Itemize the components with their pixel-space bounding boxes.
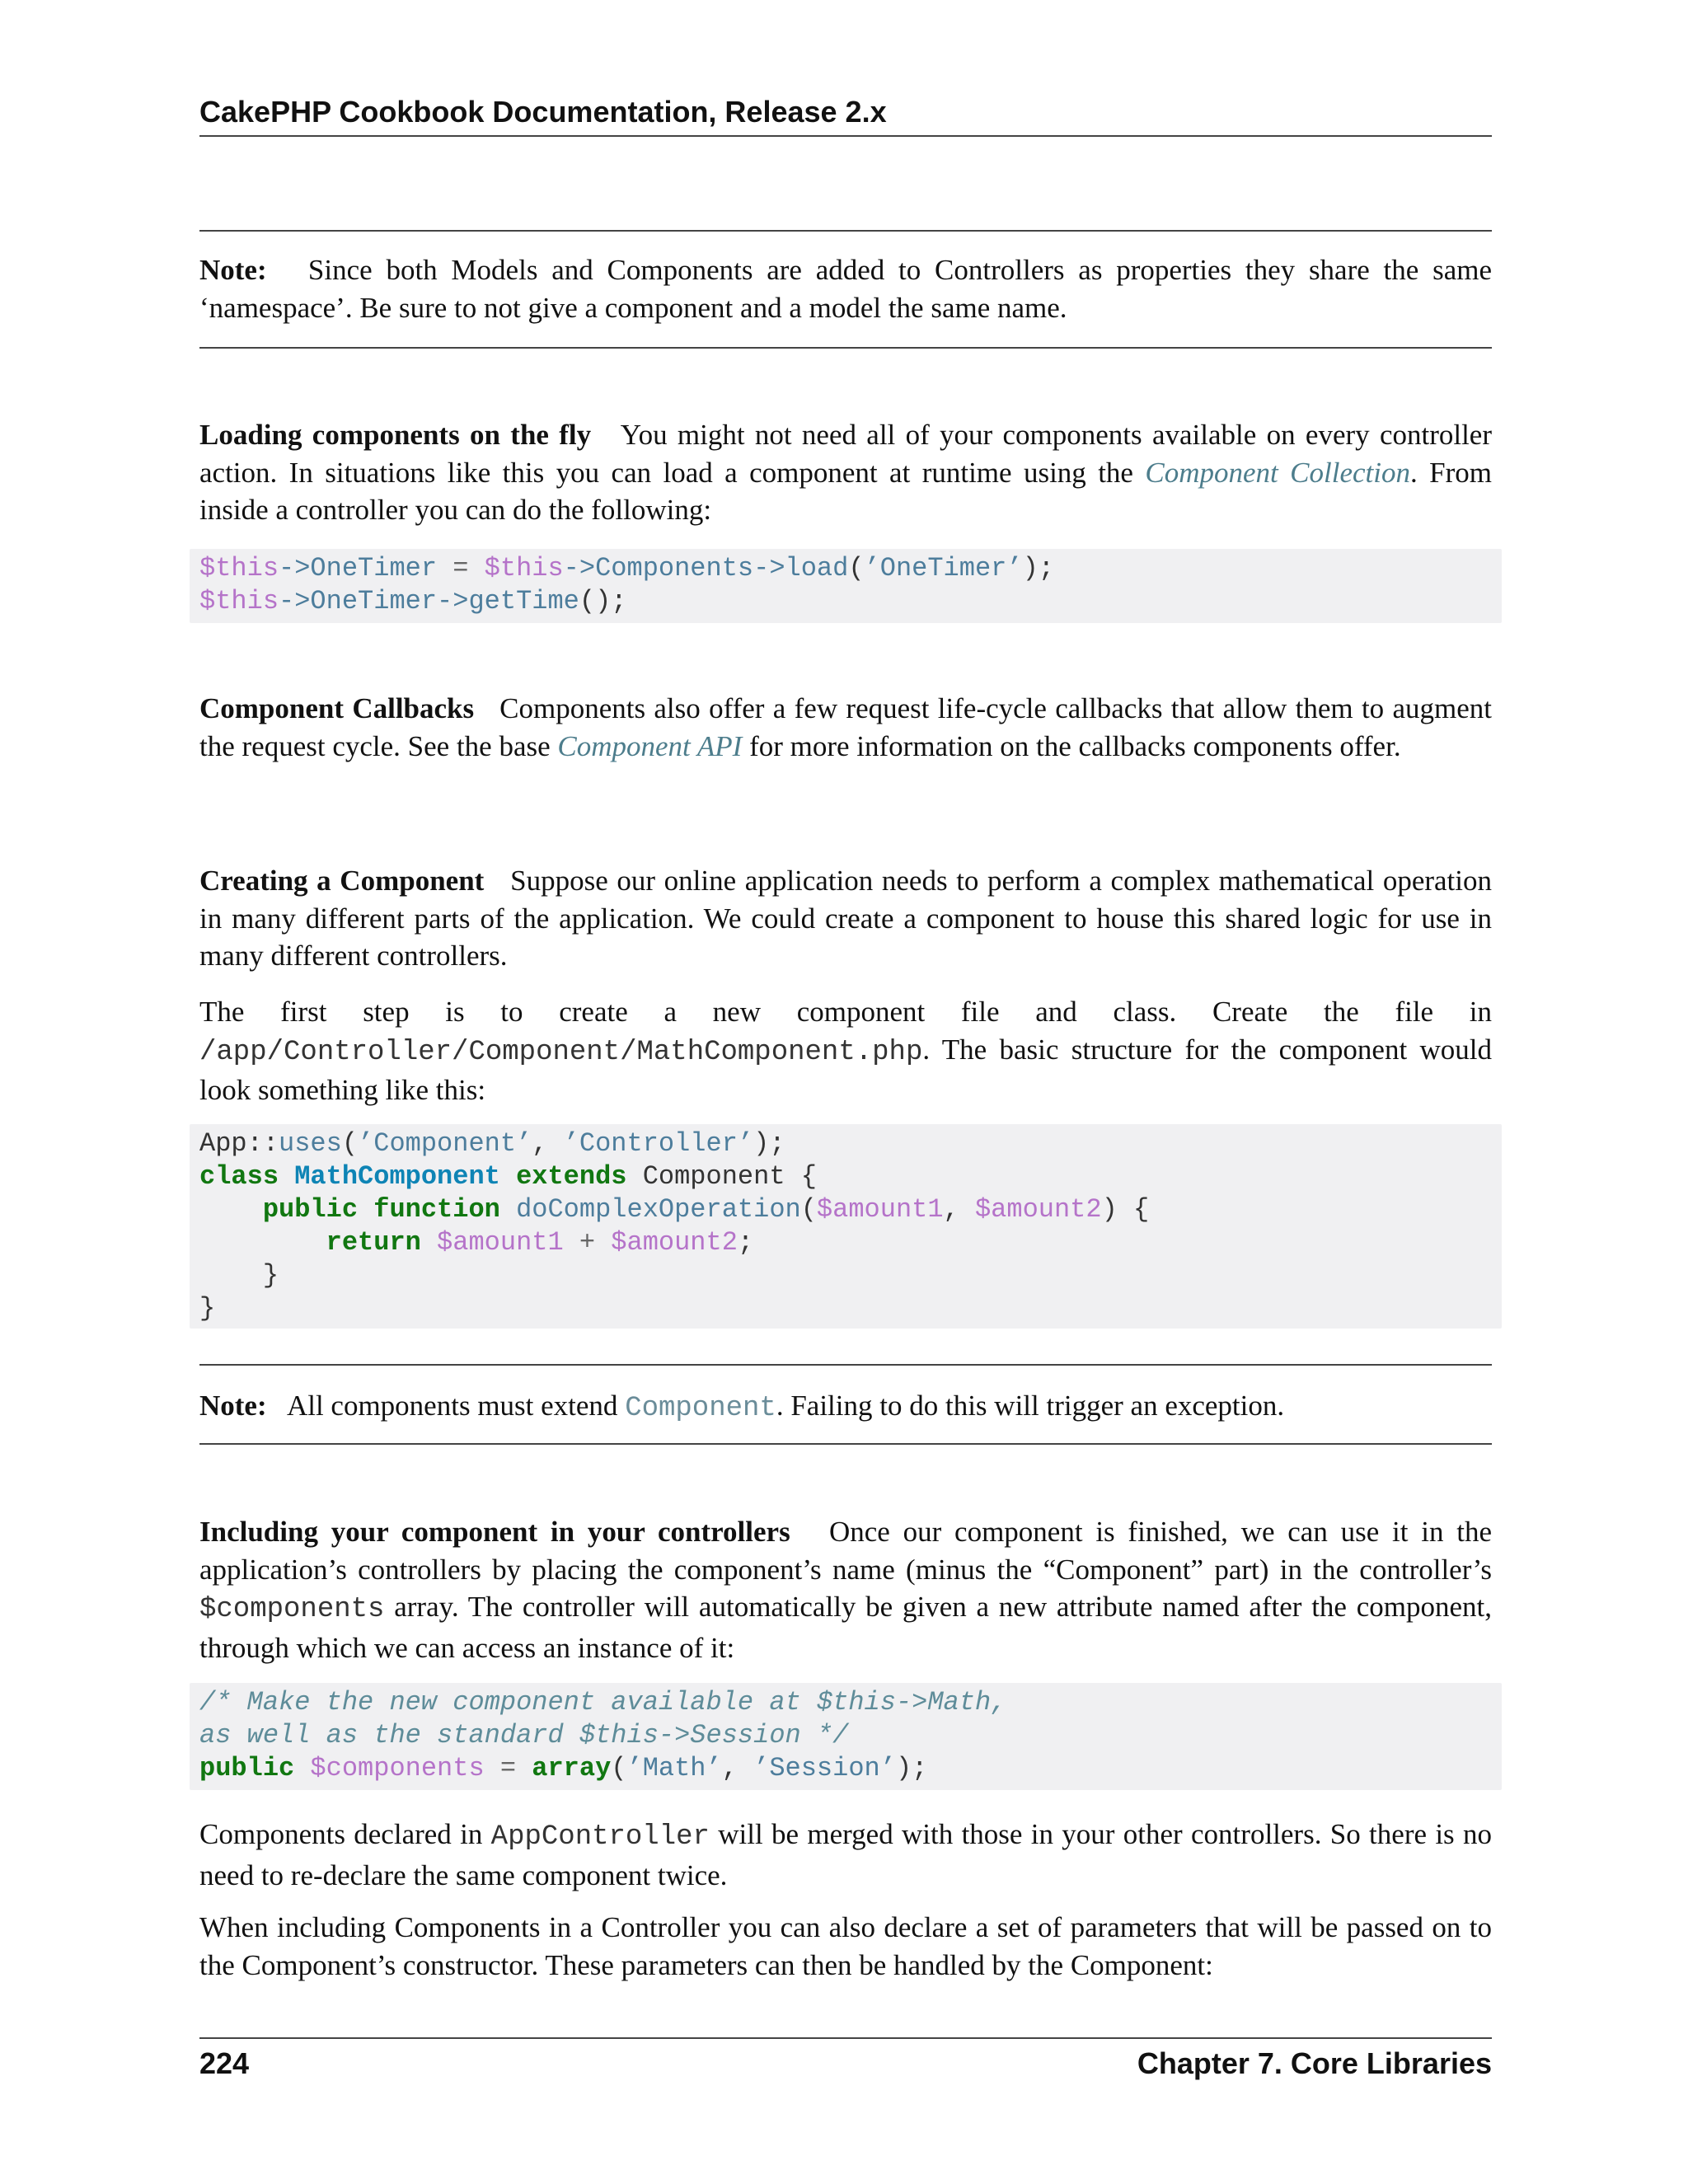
note-text: All components must extend: [286, 1390, 618, 1422]
code-token: ) {: [1101, 1194, 1150, 1225]
chapter-title: Chapter 7. Core Libraries: [1137, 2046, 1492, 2080]
code-token: class: [199, 1161, 279, 1192]
loading-section: [199, 416, 1492, 529]
page-number: 224: [199, 2046, 250, 2080]
paragraph-text: Once our component is finished, we can use it in the application’s controllers by placing the component’s name (minus the “Component” part) in the controller’s: [199, 1516, 1492, 1586]
note-text: . Failing to do this will trigger an exception.: [776, 1390, 1285, 1422]
code-token: ,: [943, 1194, 975, 1225]
code-token: $components: [310, 1753, 485, 1783]
code-token: $this: [199, 586, 279, 616]
paragraph-text: Components also offer a few request life-cycle callbacks that allow them to augment the request cycle. See the base: [199, 692, 1493, 762]
code-block: [190, 1124, 1502, 1329]
code-token: App::: [199, 1128, 279, 1159]
code-token: extends: [516, 1161, 627, 1192]
note-divider-bottom: [199, 347, 1492, 349]
section-heading: Including your component in your controllers: [199, 1516, 790, 1548]
code-token: (: [800, 1194, 817, 1225]
component-collection-link[interactable]: Component Collection: [1145, 456, 1410, 489]
code-token: ’Controller’: [563, 1128, 754, 1159]
note-label: Note:: [199, 254, 267, 286]
section-heading: Loading components on the fly: [199, 419, 592, 451]
code-token: ;: [737, 1227, 754, 1258]
code-token: function: [373, 1194, 500, 1225]
code-token: (: [848, 553, 865, 583]
code-token: ’Component’: [358, 1128, 532, 1159]
code-token: $this: [199, 553, 279, 583]
note-divider-top: [199, 1364, 1492, 1366]
code-token: public: [262, 1194, 359, 1225]
code-token: public: [199, 1753, 295, 1783]
first-step-paragraph: [199, 993, 1492, 1109]
inline-code-path: /app/Controller/Component/MathComponent.php: [199, 1036, 923, 1068]
inline-code: $components: [199, 1594, 385, 1625]
section-heading: Creating a Component: [199, 865, 485, 897]
code-token: doComplexOperation: [516, 1194, 801, 1225]
code-token: ();: [579, 586, 627, 616]
code-token: }: [262, 1260, 279, 1291]
note-box: [199, 1387, 1492, 1428]
section-heading: Component Callbacks: [199, 692, 475, 724]
code-token: );: [753, 1128, 785, 1159]
paragraph-text: The first step is to create a new component file and class. Create the file in: [199, 996, 1492, 1028]
code-token: ->OneTimer->getTime: [279, 586, 579, 616]
code-token: $amount2: [611, 1227, 738, 1258]
code-token: ’Session’: [753, 1753, 896, 1783]
code-token: MathComponent: [294, 1161, 500, 1192]
component-api-link[interactable]: Component API: [557, 729, 743, 762]
code-token: $amount1: [437, 1227, 564, 1258]
code-token: ->OneTimer: [279, 553, 438, 583]
code-block: [190, 1683, 1502, 1790]
code-token: =: [484, 1753, 532, 1783]
code-token: ,: [721, 1753, 754, 1783]
params-paragraph: [199, 1909, 1492, 1984]
code-token: +: [563, 1227, 612, 1258]
inline-code: AppController: [490, 1821, 710, 1853]
paragraph-text: will be merged with those in your other controllers. So there is no need to re-declare the same component twice.: [199, 1818, 1492, 1891]
note-divider-top: [199, 230, 1492, 232]
note-box: [199, 251, 1492, 326]
paragraph-text: . The basic structure for the component would look something like this:: [199, 1033, 1492, 1106]
inline-code: Component: [625, 1393, 776, 1424]
declared-paragraph: [199, 1816, 1492, 1894]
code-comment: /* Make the new component available at $this->Math,: [199, 1687, 1007, 1718]
paragraph-text: for more information on the callbacks components offer.: [749, 729, 1401, 762]
code-token: (: [341, 1128, 359, 1159]
paragraph-text: When including Components in a Controller you can also declare a set of parameters that will be passed on to the Component’s constructor. These parameters can then be handled by the Component:: [199, 1911, 1492, 1981]
running-footer: [199, 2037, 1492, 2083]
paragraph-text: You might not need all of your components available on every controller action. In situations like this you can load a component at runtime using the: [199, 419, 1492, 489]
code-token: $this: [484, 553, 564, 583]
document-page: [199, 0, 1492, 2184]
code-token: return: [326, 1227, 421, 1258]
code-token: Component {: [626, 1161, 817, 1192]
code-block: [190, 549, 1502, 623]
paragraph-text: Components declared in: [199, 1818, 483, 1850]
callbacks-section: [199, 690, 1492, 765]
note-text: Since both Models and Components are added to Controllers as properties they share the same ‘namespace’. Be sure to not give a component and a model the same name.: [199, 254, 1492, 324]
code-token: );: [1022, 553, 1054, 583]
note-label: Note:: [199, 1390, 267, 1422]
code-token: =: [437, 553, 485, 583]
code-token: ->Components->load: [563, 553, 849, 583]
running-header: CakePHP Cookbook Documentation, Release 2.x: [199, 92, 1492, 137]
code-token: ’OneTimer’: [864, 553, 1023, 583]
note-divider-bottom: [199, 1443, 1492, 1445]
code-token: (: [611, 1753, 627, 1783]
paragraph-text: array. The controller will automatically be given a new attribute named after the component, through which we can access an instance of it:: [199, 1591, 1493, 1664]
code-token: $amount2: [974, 1194, 1102, 1225]
code-token: );: [895, 1753, 928, 1783]
code-token: array: [532, 1753, 612, 1783]
code-token: ’Math’: [626, 1753, 722, 1783]
code-token: ,: [532, 1128, 564, 1159]
paragraph-text: . From inside a controller you can do the following:: [199, 456, 1492, 526]
code-token: uses: [279, 1128, 342, 1159]
including-section: [199, 1513, 1492, 1666]
code-token: $amount1: [816, 1194, 944, 1225]
code-comment: as well as the standard $this->Session */: [199, 1720, 849, 1750]
creating-section: [199, 862, 1492, 975]
code-token: }: [199, 1293, 216, 1324]
paragraph-text: Suppose our online application needs to perform a complex mathematical operation in many different parts of the application. We could create a component to house this shared logic for use in many different controllers.: [199, 865, 1492, 972]
